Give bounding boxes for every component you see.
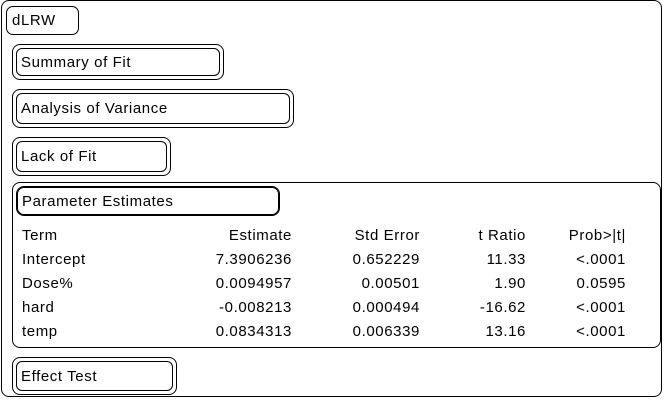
lack-of-fit-toggle[interactable]: [12, 137, 171, 176]
effect-test-label: Effect Test: [21, 367, 98, 385]
t-ratio-cell: 13.16: [485, 322, 526, 340]
column-header-term: Term: [22, 226, 58, 244]
prob-cell: <.0001: [576, 250, 626, 268]
report-title: dLRW: [12, 12, 56, 29]
table-row: [20, 271, 626, 295]
std-error-cell: 0.006339: [352, 322, 420, 340]
summary-of-fit-toggle[interactable]: [12, 44, 224, 80]
column-header-t-ratio: t Ratio: [478, 226, 526, 244]
analysis-of-variance-toggle[interactable]: [12, 89, 294, 128]
term-cell: hard: [22, 298, 55, 316]
effect-test-toggle[interactable]: [12, 357, 177, 395]
parameter-estimates-label: Parameter Estimates: [22, 192, 174, 210]
column-header-estimate: Estimate: [228, 226, 292, 244]
estimate-cell: 0.0834313: [215, 322, 292, 340]
table-header-row: [20, 223, 626, 247]
std-error-cell: 0.000494: [352, 298, 420, 316]
parameter-estimates-toggle[interactable]: [16, 186, 280, 216]
parameter-estimates-table: [20, 223, 626, 343]
column-header-prob: Prob>|t|: [568, 226, 626, 244]
std-error-cell: 0.00501: [361, 274, 420, 292]
summary-of-fit-label: Summary of Fit: [21, 53, 132, 71]
report-title-button[interactable]: [6, 6, 79, 35]
parameter-estimates-panel: [12, 182, 661, 348]
estimate-cell: 7.3906236: [215, 250, 292, 268]
term-cell: Intercept: [22, 250, 86, 268]
t-ratio-cell: 11.33: [486, 250, 526, 268]
column-header-std-error: Std Error: [354, 226, 420, 244]
table-row: [20, 295, 626, 319]
estimate-cell: 0.0094957: [215, 274, 292, 292]
analysis-of-variance-label: Analysis of Variance: [21, 100, 168, 117]
table-row: [20, 247, 626, 271]
prob-cell: <.0001: [576, 322, 626, 340]
estimate-cell: -0.008213: [219, 298, 292, 316]
report-window: [1, 0, 662, 397]
std-error-cell: 0.652229: [352, 250, 420, 268]
table-row: [20, 319, 626, 343]
lack-of-fit-label: Lack of Fit: [21, 148, 97, 165]
t-ratio-cell: 1.90: [494, 274, 526, 292]
t-ratio-cell: -16.62: [479, 298, 526, 316]
prob-cell: <.0001: [576, 298, 626, 316]
term-cell: temp: [22, 322, 58, 340]
prob-cell: 0.0595: [576, 274, 626, 292]
term-cell: Dose%: [22, 274, 74, 292]
